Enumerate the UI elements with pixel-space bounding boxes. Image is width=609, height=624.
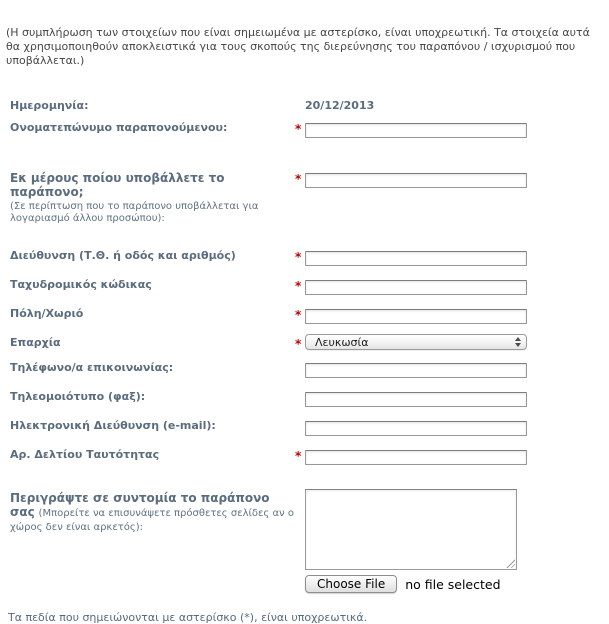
district-label: Επαρχία xyxy=(10,336,61,349)
on-behalf-label-text: Εκ μέρους ποίου υποβάλλετε το παράπονο; xyxy=(10,171,225,199)
id-number-input[interactable] xyxy=(305,450,527,465)
form-row-city-village xyxy=(0,305,609,324)
complainant-name-input[interactable] xyxy=(305,123,527,138)
required-asterisk: * xyxy=(295,172,302,186)
form-row-phone xyxy=(0,359,609,378)
complaint-description-hint: (Μπορείτε να επισυνάψετε πρόσθετες σελίδες αν ο χώρος δεν είναι αρκετός): xyxy=(10,508,294,533)
required-spacer xyxy=(295,489,305,493)
email-input[interactable] xyxy=(305,421,527,436)
required-asterisk: * xyxy=(295,122,302,136)
complaint-textarea[interactable] xyxy=(305,489,517,570)
city-village-label: Πόλη/Χωριό xyxy=(10,307,84,320)
address-label: Διεύθυνση (Τ.Θ. ή οδός και αριθμός) xyxy=(10,249,236,262)
form-row-email xyxy=(0,417,609,436)
select-stepper-icon xyxy=(515,335,521,349)
required-asterisk: * xyxy=(295,279,302,293)
required-spacer xyxy=(295,388,305,392)
phone-label: Τηλέφωνο/α επικοινωνίας: xyxy=(10,361,174,374)
fax-label: Τηλεομοιότυπο (φαξ): xyxy=(10,390,146,403)
form-row-postal-code xyxy=(0,276,609,295)
required-asterisk: * xyxy=(295,449,302,463)
form-row-address xyxy=(0,247,609,266)
city-village-input[interactable] xyxy=(305,309,527,324)
intro-note: (Η συμπλήρωση των στοιχείων που είναι σημειωμένα με αστερίσκο, είναι υποχρεωτική. Τα στοιχεία αυτά θα χρησιμοποιηθούν αποκλειστικά για τους σκοπούς της διερεύνησης του παραπόνου / ισχυρισμού που υποβάλλεται.) xyxy=(6,26,590,67)
on-behalf-hint: (Σε περίπτωση που το παράπονο υποβάλλεται για λογαριασμό άλλου προσώπου): xyxy=(10,201,259,224)
form-row-id-number xyxy=(0,446,609,465)
form-row-fax xyxy=(0,388,609,407)
complaint-description-label-text: Περιγράψτε σε συντομία το παράπονο σας xyxy=(10,491,270,519)
required-asterisk: * xyxy=(295,250,302,264)
form-row-date xyxy=(0,97,609,112)
required-asterisk: * xyxy=(295,308,302,322)
file-upload-control xyxy=(305,575,517,593)
postal-code-label: Ταχυδρομικός κώδικας xyxy=(10,278,152,291)
fax-input[interactable] xyxy=(305,392,527,407)
required-asterisk: * xyxy=(295,337,302,351)
district-select-value: Λευκωσία xyxy=(315,335,369,349)
form-row-on-behalf xyxy=(0,169,609,225)
id-number-label: Αρ. Δελτίου Ταυτότητας xyxy=(10,448,160,461)
email-label: Ηλεκτρονική Διεύθυνση (e-mail): xyxy=(10,419,216,432)
form-row-complainant-name xyxy=(0,119,609,138)
file-status-text: no file selected xyxy=(405,576,501,592)
on-behalf-input[interactable] xyxy=(305,173,527,188)
complaint-description-label xyxy=(10,489,295,534)
postal-code-input[interactable] xyxy=(305,280,527,295)
date-label: Ημερομηνία: xyxy=(10,99,89,112)
required-spacer xyxy=(295,417,305,421)
date-value: 20/12/2013 xyxy=(305,99,375,112)
phone-input[interactable] xyxy=(305,363,527,378)
form-row-complaint-description xyxy=(0,489,609,593)
footer-note: Τα πεδία που σημειώνονται με αστερίσκο (*), είναι υποχρεωτικά. xyxy=(8,611,368,624)
district-select[interactable] xyxy=(305,334,527,350)
address-input[interactable] xyxy=(305,251,527,266)
on-behalf-label xyxy=(10,169,295,225)
complaint-form xyxy=(0,97,609,593)
choose-file-button[interactable]: Choose File xyxy=(305,575,397,593)
complaint-textarea-wrap xyxy=(305,489,517,570)
required-spacer xyxy=(295,359,305,363)
form-row-district xyxy=(0,334,609,350)
required-spacer xyxy=(295,97,305,101)
complainant-name-label: Ονοματεπώνυμο παραπονούμενου: xyxy=(10,121,228,134)
